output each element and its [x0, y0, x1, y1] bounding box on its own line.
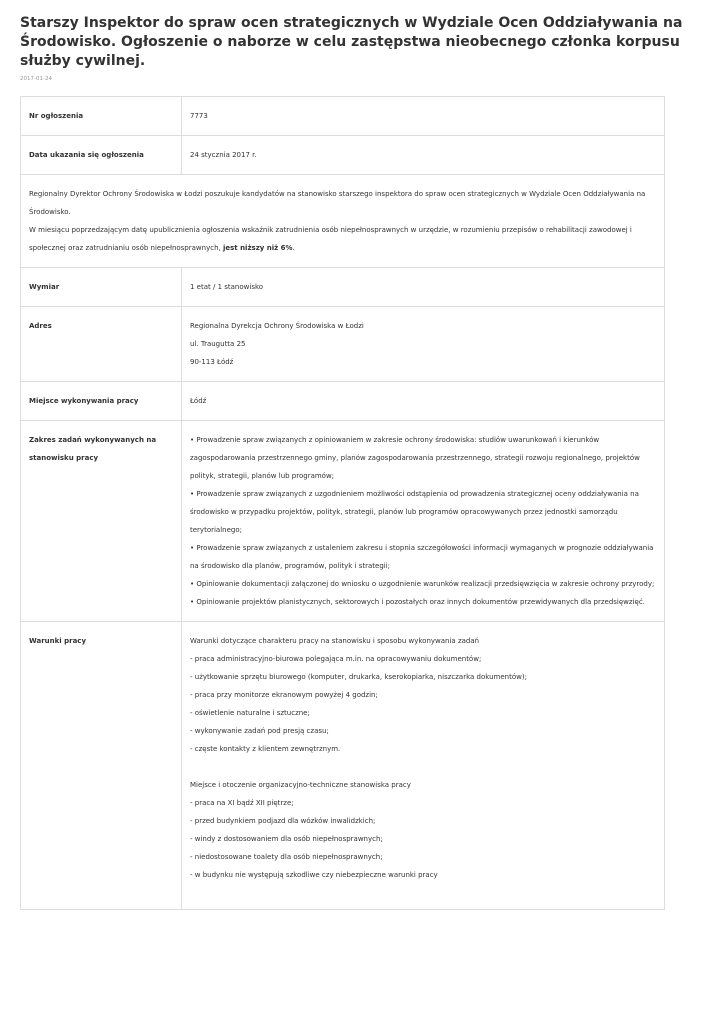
- row-label-data: Data ukazania się ogłoszenia: [21, 136, 182, 175]
- list-item: - w budynku nie występują szkodliwe czy niebezpieczne warunki pracy: [190, 871, 438, 879]
- list-item: Miejsce i otoczenie organizacyjno-techniczne stanowiska pracy: [190, 781, 411, 789]
- publication-date: 2017-01-24: [20, 76, 52, 82]
- row-label-adres: Adres: [21, 307, 182, 382]
- list-item: - praca przy monitorze ekranowym powyżej 4 godzin;: [190, 691, 378, 699]
- page-title: Starszy Inspektor do spraw ocen strategicznych w Wydziale Ocen Oddziaływania na Środowisko. Ogłoszenie o naborze w celu zastępstwa nieobecnego członka korpusu służby cywilnej.: [20, 15, 683, 69]
- list-item: • Opiniowanie dokumentacji załączonej do wniosku o uzgodnienie warunków realizacji przedsięwzięcia w zakresie ochrony przyrody;: [190, 580, 655, 588]
- list-item: - oświetlenie naturalne i sztuczne;: [190, 709, 310, 717]
- row-value-zakres: [182, 421, 665, 622]
- row-value-wymiar: 1 etat / 1 stanowisko: [182, 268, 665, 307]
- spacer: [190, 758, 656, 776]
- list-item: Warunki dotyczące charakteru pracy na stanowisku i sposobu wykonywania zadań: [190, 637, 480, 645]
- table-row: [21, 136, 665, 175]
- row-value-miejsce: Łódź: [182, 382, 665, 421]
- table-row: [21, 382, 665, 421]
- row-value-data: 24 stycznia 2017 r.: [182, 136, 665, 175]
- list-item: - wykonywanie zadań pod presją czasu;: [190, 727, 329, 735]
- address-line-2: ul. Traugutta 25: [190, 340, 246, 348]
- intro-bold: jest niższy niż 6%: [222, 244, 293, 252]
- table-row: [21, 307, 665, 382]
- intro-text: [21, 175, 665, 268]
- list-item: - windy z dostosowaniem dla osób niepełnosprawnych;: [190, 835, 383, 843]
- address-line-1: Regionalna Dyrekcja Ochrony Środowiska w Łodzi: [190, 322, 364, 330]
- row-value-adres: [182, 307, 665, 382]
- announcement-table: [20, 96, 665, 910]
- table-row: [21, 421, 665, 622]
- list-item: - przed budynkiem podjazd dla wózków inwalidzkich;: [190, 817, 376, 825]
- list-item: - użytkowanie sprzętu biurowego (komputer, drukarka, kserokopiarka, niszczarka dokumentów);: [190, 673, 527, 681]
- row-label-warunki: Warunki pracy: [21, 622, 182, 910]
- row-label-zakres: Zakres zadań wykonywanych na stanowisku pracy: [21, 421, 182, 622]
- table-row: [21, 97, 665, 136]
- intro-end: .: [292, 244, 295, 252]
- row-label-miejsce: Miejsce wykonywania pracy: [21, 382, 182, 421]
- list-item: • Prowadzenie spraw związanych z opiniowaniem w zakresie ochrony środowiska: studiów uwarunkowań i kierunków zagospodarowania przestrzennego gminy, planów zagospodarowania przestrzennego, strategii rozwoju regionalnego, projektów polityk, strategii, planów lub programów;: [190, 436, 640, 480]
- list-item: • Prowadzenie spraw związanych z uzgodnieniem możliwości odstąpienia od prowadzenia strategicznej oceny oddziaływania na środowisko w przypadku projektów, polityk, strategii, planów lub programów opracowywanych przez jednostki samorządu terytorialnego;: [190, 490, 639, 534]
- list-item: • Prowadzenie spraw związanych z ustaleniem zakresu i stopnia szczegółowości informacji wymaganych w prognozie oddziaływania na środowisko dla planów, programów, polityk i strategii;: [190, 544, 654, 570]
- row-label-wymiar: Wymiar: [21, 268, 182, 307]
- list-item: - praca administracyjno-biurowa polegająca m.in. na opracowywaniu dokumentów;: [190, 655, 482, 663]
- row-value-nr: 7773: [182, 97, 665, 136]
- list-item: - częste kontakty z klientem zewnętrznym.: [190, 745, 341, 753]
- table-row: [21, 268, 665, 307]
- list-item: - niedostosowane toalety dla osób niepełnosprawnych;: [190, 853, 383, 861]
- list-item: - praca na XI bądź XII piętrze;: [190, 799, 294, 807]
- row-label-nr: Nr ogłoszenia: [21, 97, 182, 136]
- row-value-warunki: [182, 622, 665, 910]
- list-item: • Opiniowanie projektów planistycznych, sektorowych i pozostałych oraz innych dokumentów przewidywanych dla przedsięwzięć.: [190, 598, 645, 606]
- intro-line-1: Regionalny Dyrektor Ochrony Środowiska w Łodzi poszukuje kandydatów na stanowisko starszego inspektora do spraw ocen strategicznych w Wydziale Ocen Oddziaływania na Środowisko.: [29, 190, 646, 216]
- intro-line-2: W miesiącu poprzedzającym datę upublicznienia ogłoszenia wskaźnik zatrudnienia osób niepełnosprawnych w urzędzie, w rozumieniu przepisów o rehabilitacji zawodowej i społecznej oraz zatrudnianiu osób niepełnosprawnych,: [29, 226, 632, 252]
- address-line-3: 90-113 Łódź: [190, 358, 234, 366]
- table-row: [21, 622, 665, 910]
- table-row: [21, 175, 665, 268]
